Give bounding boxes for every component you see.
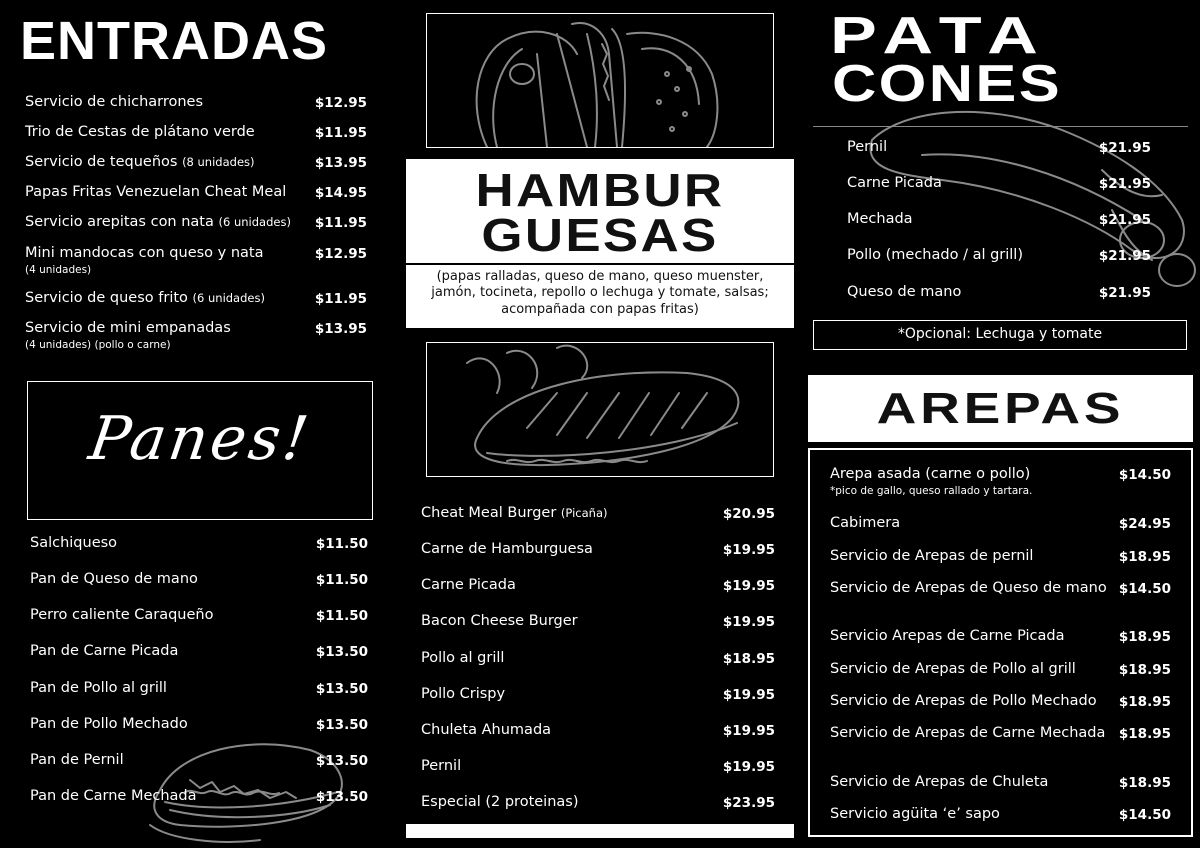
entradas-item-quantity: (6 unidades) bbox=[218, 215, 291, 229]
hamburguesas-item-price: $19.95 bbox=[722, 687, 775, 703]
hamburguesas-item-name bbox=[421, 577, 711, 594]
entradas-item-label: Mini mandocas con queso y nata bbox=[25, 245, 264, 261]
entradas-item-label: Trio de Cestas de plátano verde bbox=[25, 124, 255, 140]
patacones-item-name bbox=[847, 211, 1087, 228]
entradas-item-price: $12.95 bbox=[314, 246, 367, 262]
panes-item-label: Pan de Queso de mano bbox=[30, 571, 198, 587]
panes-title-box bbox=[27, 381, 373, 520]
entradas-item-name bbox=[25, 154, 315, 171]
patacones-item-price: $21.95 bbox=[1098, 285, 1151, 301]
patacones-title-line1: PATA bbox=[830, 7, 1049, 65]
arepas-item-price: $18.95 bbox=[1118, 549, 1171, 565]
entradas-item-label: Servicio de tequeños bbox=[25, 154, 178, 170]
arepas-item-price: $18.95 bbox=[1118, 662, 1171, 678]
panes-item-name bbox=[30, 716, 310, 733]
entradas-item-price: $12.95 bbox=[314, 95, 367, 111]
arepas-item-label: Cabimera bbox=[830, 515, 901, 531]
hamburguesas-item-name bbox=[421, 722, 711, 739]
arepas-title-panel bbox=[808, 375, 1193, 442]
hamburguesas-item-price: $20.95 bbox=[722, 506, 775, 522]
panes-item-price: $13.50 bbox=[315, 753, 368, 769]
hamburguesas-item-label: Pernil bbox=[421, 758, 462, 774]
arepas-item-label: Servicio de Arepas de Queso de mano bbox=[830, 580, 1107, 596]
panes-title: Panes! bbox=[84, 404, 316, 474]
hamburguesas-description-line3: acompañada con papas fritas) bbox=[501, 301, 699, 317]
patacones-item-price: $21.95 bbox=[1098, 176, 1151, 192]
entradas-item-label: Servicio de queso frito bbox=[25, 290, 188, 306]
entradas-item-name bbox=[25, 245, 315, 276]
sandwich-image-frame bbox=[426, 342, 774, 477]
hamburguesas-item-price: $23.95 bbox=[722, 795, 775, 811]
arepas-item-price: $18.95 bbox=[1118, 775, 1171, 791]
hamburguesas-item-label: Carne Picada bbox=[421, 577, 516, 593]
panes-item-label: Salchiqueso bbox=[30, 535, 118, 551]
arepas-item-label: Servicio de Arepas de pernil bbox=[830, 548, 1034, 564]
patacones-item-label: Queso de mano bbox=[847, 284, 962, 300]
arepas-item-name bbox=[830, 580, 1110, 597]
panes-item-price: $13.50 bbox=[315, 717, 368, 733]
entradas-item-price: $13.95 bbox=[314, 155, 367, 171]
entradas-item-quantity: (6 unidades) bbox=[192, 291, 265, 305]
entradas-item-name bbox=[25, 290, 315, 307]
hamburguesas-item-quantity: (Picaña) bbox=[560, 506, 608, 520]
arepas-item-price: $14.50 bbox=[1118, 807, 1171, 823]
arepas-item-name bbox=[830, 725, 1110, 742]
entradas-item-label: Servicio de mini empanadas bbox=[25, 320, 231, 336]
patacones-item-price: $21.95 bbox=[1098, 212, 1151, 228]
arepas-item-price: $14.50 bbox=[1118, 467, 1171, 483]
burger-image-frame bbox=[426, 13, 774, 148]
hamburguesas-item-label: Bacon Cheese Burger bbox=[421, 613, 578, 629]
entradas-item-price: $11.95 bbox=[314, 125, 367, 141]
patacones-title-line2: CONES bbox=[832, 55, 1063, 113]
hamburguesas-bottom-bar bbox=[406, 824, 794, 838]
patacones-optional-box bbox=[813, 320, 1187, 350]
hamburguesas-item-label: Especial (2 proteinas) bbox=[421, 794, 579, 810]
arepas-item-price: $14.50 bbox=[1118, 581, 1171, 597]
entradas-item-label: Servicio de chicharrones bbox=[25, 94, 204, 110]
entradas-item-price: $11.95 bbox=[314, 215, 367, 231]
panes-item-name bbox=[30, 535, 310, 552]
patacones-item-price: $21.95 bbox=[1098, 248, 1151, 264]
patacones-optional-note: *Opcional: Lechuga y tomate bbox=[897, 326, 1103, 342]
entradas-item-label: Papas Fritas Venezuelan Cheat Meal bbox=[25, 184, 287, 200]
entradas-item-price: $11.95 bbox=[314, 291, 367, 307]
panes-item-price: $11.50 bbox=[315, 608, 368, 624]
entradas-item-note: (4 unidades) (pollo o carne) bbox=[25, 338, 171, 351]
panes-item-price: $11.50 bbox=[315, 572, 368, 588]
hamburguesas-item-name bbox=[421, 505, 711, 522]
panes-item-label: Pan de Pollo Mechado bbox=[30, 716, 188, 732]
arepas-item-note: *pico de gallo, queso rallado y tartara. bbox=[830, 484, 1033, 497]
arepas-item-label: Servicio de Arepas de Chuleta bbox=[830, 774, 1049, 790]
plantain-sketch-icon bbox=[862, 100, 1200, 300]
arepas-item-label: Servicio de Arepas de Carne Mechada bbox=[830, 725, 1106, 741]
arepas-item-name bbox=[830, 466, 1110, 497]
hamburguesas-item-price: $19.95 bbox=[722, 723, 775, 739]
arepas-item-label: Arepa asada (carne o pollo) bbox=[830, 466, 1031, 482]
panes-item-name bbox=[30, 643, 310, 660]
entradas-item-price: $13.95 bbox=[314, 321, 367, 337]
patacones-item-price: $21.95 bbox=[1098, 140, 1151, 156]
arepas-item-name bbox=[830, 693, 1110, 710]
arepas-title: AREPAS bbox=[876, 384, 1125, 433]
hamburguesas-item-label: Pollo al grill bbox=[421, 650, 505, 666]
patacones-item-name bbox=[847, 175, 1087, 192]
hamburguesas-item-label: Carne de Hamburguesa bbox=[421, 541, 593, 557]
entradas-item-name bbox=[25, 214, 315, 231]
panes-item-label: Pan de Carne Mechada bbox=[30, 788, 197, 804]
patacones-item-label: Pollo (mechado / al grill) bbox=[847, 247, 1023, 263]
arepas-item-price: $24.95 bbox=[1118, 516, 1171, 532]
panes-item-price: $11.50 bbox=[315, 536, 368, 552]
arepas-item-name bbox=[830, 661, 1110, 678]
arepas-item-name bbox=[830, 548, 1110, 565]
panes-item-price: $13.50 bbox=[315, 681, 368, 697]
hamburguesas-item-name bbox=[421, 758, 711, 775]
hamburguesas-title-line2: GUESAS bbox=[481, 209, 719, 261]
hamburguesas-item-price: $19.95 bbox=[722, 759, 775, 775]
entradas-item-name bbox=[25, 94, 315, 111]
panes-item-label: Pan de Carne Picada bbox=[30, 643, 179, 659]
arepas-item-label: Servicio Arepas de Carne Picada bbox=[830, 628, 1065, 644]
entradas-item-price: $14.95 bbox=[314, 185, 367, 201]
hamburguesas-item-name bbox=[421, 650, 711, 667]
panes-item-name bbox=[30, 607, 310, 624]
sandwich-sketch-icon bbox=[427, 343, 773, 476]
panes-item-name bbox=[30, 752, 310, 769]
hamburguesas-description-line1: (papas ralladas, queso de mano, queso muenster, bbox=[436, 269, 764, 284]
hamburguesas-item-name bbox=[421, 613, 711, 630]
entradas-item-name bbox=[25, 320, 315, 351]
panes-item-price: $13.50 bbox=[315, 789, 368, 805]
hamburguesas-item-price: $19.95 bbox=[722, 578, 775, 594]
panes-item-name bbox=[30, 788, 310, 805]
patacones-item-label: Carne Picada bbox=[847, 175, 942, 191]
burger-sketch-icon bbox=[427, 14, 773, 147]
hamburguesas-item-label: Pollo Crispy bbox=[421, 686, 506, 702]
arepas-item-price: $18.95 bbox=[1118, 694, 1171, 710]
hamburguesas-item-price: $19.95 bbox=[722, 614, 775, 630]
panes-item-label: Perro caliente Caraqueño bbox=[30, 607, 214, 623]
panes-item-name bbox=[30, 571, 310, 588]
hamburguesas-description-line2: jamón, tocineta, repollo o lechuga y tomate, salsas; bbox=[431, 285, 769, 301]
hamburguesas-item-name bbox=[421, 541, 711, 558]
panes-item-label: Pan de Pernil bbox=[30, 752, 124, 768]
patacones-item-name bbox=[847, 284, 1087, 301]
hamburguesas-item-name bbox=[421, 686, 711, 703]
panes-item-price: $13.50 bbox=[315, 644, 368, 660]
hamburguesas-title-line1: HAMBUR bbox=[475, 164, 725, 216]
patacones-item-name bbox=[847, 139, 1087, 156]
hamburguesas-item-price: $19.95 bbox=[722, 542, 775, 558]
patacones-item-label: Mechada bbox=[847, 211, 913, 227]
arepas-item-label: Servicio agüita ‘e’ sapo bbox=[830, 806, 1000, 822]
entradas-title: ENTRADAS bbox=[20, 11, 329, 71]
entradas-item-note: (4 unidades) bbox=[25, 263, 92, 276]
hamburguesas-item-name bbox=[421, 794, 711, 811]
patacones-item-name bbox=[847, 247, 1087, 264]
arepas-item-label: Servicio de Arepas de Pollo Mechado bbox=[830, 693, 1097, 709]
entradas-item-name bbox=[25, 184, 315, 201]
hamburguesas-item-label: Chuleta Ahumada bbox=[421, 722, 552, 738]
panes-item-label: Pan de Pollo al grill bbox=[30, 680, 167, 696]
arepas-item-name bbox=[830, 774, 1110, 791]
arepas-item-name bbox=[830, 806, 1110, 823]
arepas-item-price: $18.95 bbox=[1118, 629, 1171, 645]
hamburguesas-item-price: $18.95 bbox=[722, 651, 775, 667]
hamburguesas-item-label: Cheat Meal Burger bbox=[421, 505, 557, 521]
entradas-item-label: Servicio arepitas con nata bbox=[25, 214, 214, 230]
hamburguesas-title-panel bbox=[406, 159, 794, 263]
arepas-item-name bbox=[830, 628, 1110, 645]
entradas-item-name bbox=[25, 124, 315, 141]
panes-item-name bbox=[30, 680, 310, 697]
hamburguesas-description bbox=[406, 265, 794, 328]
entradas-item-quantity: (8 unidades) bbox=[182, 155, 255, 169]
arepas-item-name bbox=[830, 515, 1110, 532]
arepas-item-label: Servicio de Arepas de Pollo al grill bbox=[830, 661, 1076, 677]
arepas-item-price: $18.95 bbox=[1118, 726, 1171, 742]
patacones-item-label: Pernil bbox=[847, 139, 888, 155]
